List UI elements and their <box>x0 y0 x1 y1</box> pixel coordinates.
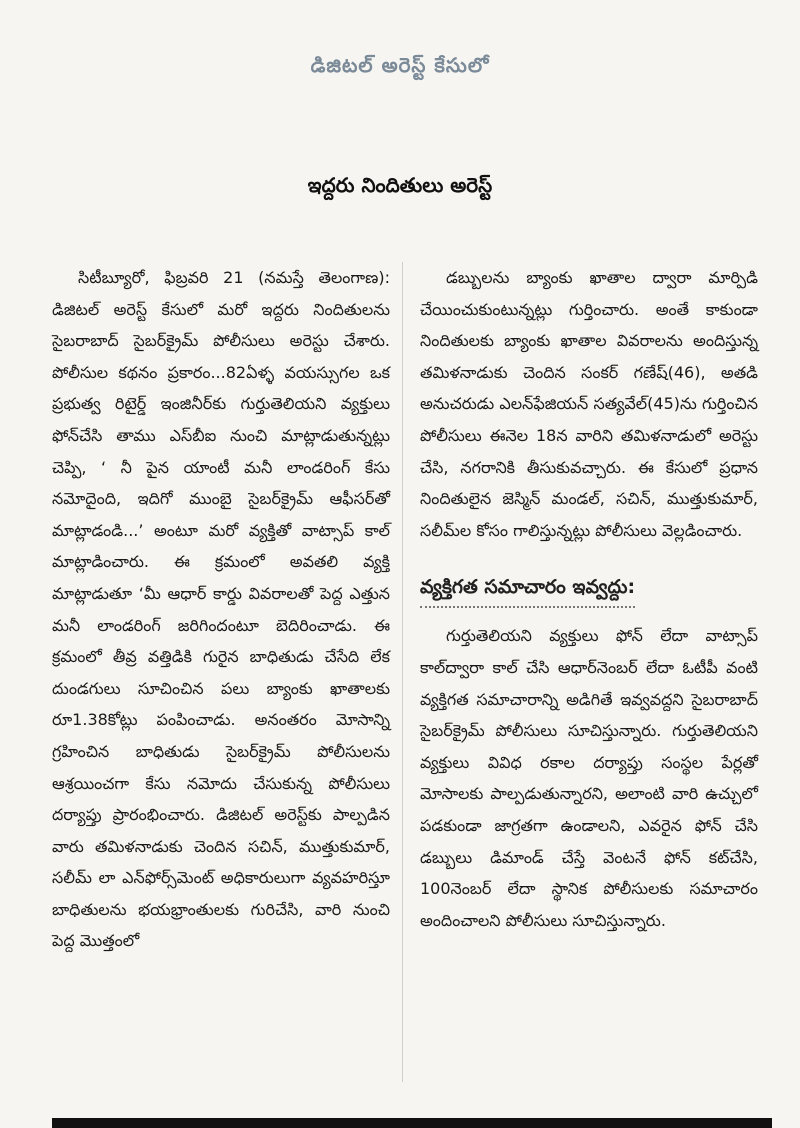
right-column-text-2: గుర్తుతెలియని వ్యక్తులు ఫోన్ లేదా వాట్సాప్ కాల్‌ద్వారా కాల్ చేసి ఆధార్‌నెంబర్ లేదా ఓటీపీ వంటి వ్యక్తిగత సమాచారాన్ని అడిగితే ఇవ్వవద్దని సైబరాబాద్ సైబర్‌క్రైమ్ పోలీసులు సూచిస్తున్నారు. గుర్తుతెలియని వ్యక్తులు వివిధ రకాల దర్యాప్తు సంస్థల పేర్లతో మోసాలకు పాల్పడుతున్నారని, అలాంటి వారి ఉచ్చులో పడకుండా జాగ్రతగా ఉండాలని, ఎవరైన ఫోన్ చేసి డబ్బులు డిమాండ్ చేస్తే వెంటనే ఫోన్ కట్‌చేసి, 100నెంబర్ లేదా స్థానిక పోలీసులకు సమాచారం అందించాలని పోలీసులు సూచిస్తున్నారు. <box>420 626 758 930</box>
right-column-text-1: డబ్బులను బ్యాంకు ఖాతాల ద్వారా మార్పిడి చేయించుకుంటున్నట్లు గుర్తించారు. అంతే కాకుండా నిందితులకు బ్యాంకు ఖాతాల వివరాలను అందిస్తున్న తమిళనాడుకు చెందిన సంకర్ గణేష్(46), అతడి అనుచరుడు ఎలన్‌ఫేజియన్ సత్యవేల్(45)ను గుర్తించిన పోలీసులు ఈనెల 18న వారిని తమిళనాడులో అరెస్టు చేసి, నగరానికి తీసుకువచ్చారు. ఈ కేసులో ప్రధాన నిందితులైన జెస్మిన్ మండల్, సచిన్, ముత్తుకుమార్, సలీమ్‌ల కోసం గాలిస్తున్నట్లు పోలీసులు వెల్లడించారు. <box>420 268 758 540</box>
headline-line-1: డిజిటల్ అరెస్ట్ కేసులో <box>310 53 490 77</box>
article-left-column <box>52 262 390 957</box>
subheading: వ్యక్తిగత సమాచారం ఇవ్వద్దు: <box>420 572 635 608</box>
headline-line-2: ఇద్దరు నిందితులు అరెస్ట్ <box>307 173 493 197</box>
left-column-text: సిటీబ్యూరో, ఫిబ్రవరి 21 (నమస్తే తెలంగాణ): డిజిటల్ అరెస్ట్ కేసులో మరో ఇద్దరు నిందితులను సైబరాబాద్ సైబర్‌క్రైమ్ పోలీసులు అరెస్టు చేశారు. పోలీసుల కథనం ప్రకారం...82ఏళ్ళ వయస్సుగల ఒక ప్రభుత్వ రిటైర్డ్ ఇంజినీర్‌కు గుర్తుతెలియని వ్యక్తులు ఫోన్‌చేసి తాము ఎస్‌బీఐ నుంచి మాట్లాడుతున్నట్లు చెప్పి, ‘ నీ పైన యాంటీ మనీ లాండరింగ్ కేసు నమోదైంది, ఇదిగో ముంబై సైబర్‌క్రైమ్ ఆఫీసర్‌తో మాట్లాడండి...’ అంటూ మరో వ్యక్తితో వాట్సాప్ కాల్ మాట్లాడించారు. ఈ క్రమంలో అవతలి వ్యక్తి మాట్లాడుతూ ‘మీ ఆధార్ కార్డు వివరాలతో పెద్ద ఎత్తున మనీ లాండరింగ్ జరిగిందంటూ బెదిరించాడు. ఈ క్రమంలో తీవ్ర వత్తిడికి గురైన బాధితుడు చేసేది లేక దుండగులు సూచించిన పలు బ్యాంకు ఖాతాలకు రూ1.38కోట్లు పంపించాడు. అనంతరం మోసాన్ని గ్రహించిన బాధితుడు సైబర్‌క్రైమ్ పోలీసులను ఆశ్రయించగా కేసు నమోదు చేసుకున్న పోలీసులు దర్యాప్తు ప్రారంభించారు. డిజిటల్ అరెస్ట్‌కు పాల్పడిన వారు తమిళనాడుకు చెందిన సచిన్, ముత్తుకుమార్, సలీమ్ లా ఎన్‌ఫోర్స్‌మెంట్ అధికారులుగా వ్యవహరిస్తూ బాధితులను భయభ్రాంతులకు గురిచేసి, వారి నుంచి పెద్ద మొత్తంలో <box>52 268 390 951</box>
bottom-rule <box>52 1118 772 1128</box>
article-right-column <box>420 262 758 936</box>
column-divider <box>402 262 403 1082</box>
